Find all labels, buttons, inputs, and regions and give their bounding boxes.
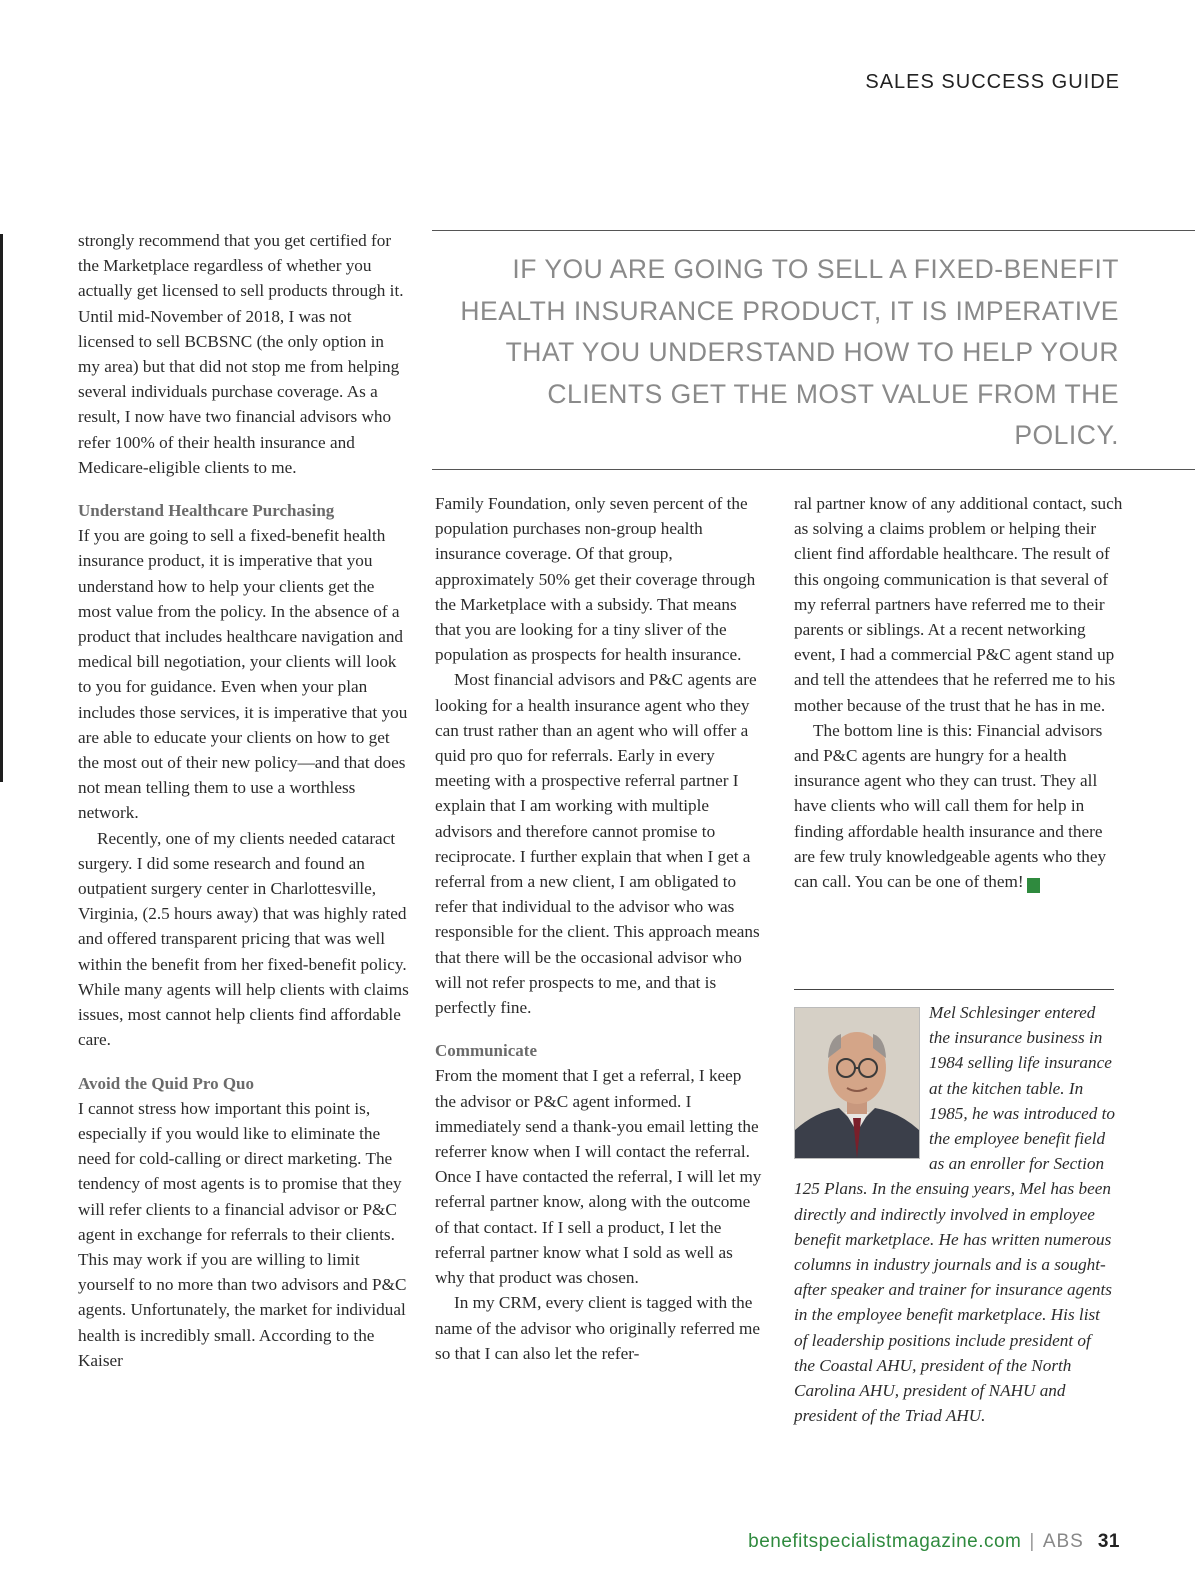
footer-separator: | — [1029, 1531, 1035, 1552]
author-bio — [794, 1000, 1116, 1428]
column-middle — [435, 491, 765, 1366]
publication-name: ABS — [1042, 1531, 1084, 1552]
paragraph: I cannot stress how important this point is, especially if you would like to eliminate the need for cold-calling or direct marketing. The tendency of most agents is to promise that they will refer clients to a financial advisor or P&C agent in exchange for referrals to their clients. This may work if you are willing to limit yourself to no more than two advisors and P&C agents. Unfortunately, the market for individual health is incredibly small. According to the Kaiser — [78, 1098, 407, 1370]
paragraph: Recently, one of my clients needed cataract surgery. I did some research and found an outpatient surgery center in Charlottesville, Virginia, (2.5 hours away) that was highly rated and offered transparent pricing that was well within the benefit from her fixed-benefit policy. While many agents will help clients with claims issues, most cannot help clients find affordable care. — [78, 828, 409, 1050]
paragraph: From the moment that I get a referral, I keep the advisor or P&C agent informed. I immediately send a thank-you email letting the referrer know when I will contact the referral. Once I have contacted the referral, I will let my referral partner know, along with the outcome of that contact. If I sell a product, I let the referral partner know what I sold as well as why that product was chosen. — [435, 1066, 762, 1288]
bio-text: Mel Schlesinger entered the insurance business in 1984 selling life insurance at the kitchen table. In 1985, he was introduced to the employee benefit field as an enroller for Section 125 Plans. In the ensuing years, Mel has been directly and indirectly involved in employee benefit marketplace. He has written numerous columns in industry journals and is a sought-after speaker and trainer for insurance agents in the employee benefit marketplace. His list of leadership positions include president of the Coastal AHU, president of the North Carolina AHU, president of NAHU and president of the Triad AHU. — [794, 1003, 1116, 1426]
section-title: SALES SUCCESS GUIDE — [865, 71, 1120, 93]
paragraph: Most financial advisors and P&C agents are looking for a health insurance agent who they can trust rather than an agent who will offer a quid pro quo for referrals. Early in every meeting with a prospective referral partner I explain that I am working with multiple advisors and therefore cannot promise to reciprocate. I further explain that when I get a referral from a new client, I am obligated to refer that individual to the advisor who was responsible for the client. This approach means that there will be the occasional advisor who will not refer prospects to me, and that is perfectly fine. — [435, 670, 760, 1018]
paragraph: In my CRM, every client is tagged with the name of the advisor who originally referred me so that I can also let the refer- — [435, 1293, 761, 1363]
column-right — [794, 491, 1124, 894]
page-edge-bar — [0, 234, 3, 782]
page-footer — [748, 1531, 1120, 1553]
bio-divider — [794, 989, 1114, 990]
paragraph: ral partner know of any additional contact, such as solving a claims problem or helping their client find affordable healthcare. The result of this ongoing communication is that several of my referral partners have referred me to their parents or siblings. At a recent networking event, I had a commercial P&C agent stand up and tell the attendees that he referred me to his mother because of the trust that he has in me. — [794, 494, 1123, 715]
page-number: 31 — [1097, 1531, 1120, 1552]
paragraph: strongly recommend that you get certified for the Marketplace regardless of whether you actually get licensed to sell products through it. Until mid-November of 2018, I was not licensed to sell BCBSNC (the only option in my area) but that did not stop me from helping several individuals purchase coverage. As a result, I now have two financial advisors who refer 100% of their health insurance and Medicare-eligible clients to me. — [78, 231, 404, 477]
author-photo — [794, 1007, 920, 1159]
subheading-quid-pro-quo: Avoid the Quid Pro Quo — [78, 1073, 255, 1093]
paragraph-text: The bottom line is this: Financial advisors and P&C agents are hungry for a health insurance agent who they can trust. They all have clients who will call them for help in finding affordable health insurance and there are few truly knowledgeable agents who they can call. You can be one of them! — [794, 720, 1107, 892]
subheading-communicate: Communicate — [435, 1041, 537, 1061]
paragraph — [794, 718, 1124, 894]
end-of-article-icon: AB — [1027, 878, 1040, 893]
pull-quote-text: IF YOU ARE GOING TO SELL A FIXED-BENEFIT HEALTH INSURANCE PRODUCT, IT IS IMPERATIVE THAT YOU UNDERSTAND HOW TO HELP YOUR CLIENTS GET THE MOST VALUE FROM THE POLICY. — [460, 254, 1119, 450]
paragraph: Family Foundation, only seven percent of the population purchases non-group health insurance coverage. Of that group, approximately 50% get their coverage through the Marketplace with a subsidy. That means that you are looking for a tiny sliver of the population as prospects for health insurance. — [435, 494, 756, 665]
subheading-healthcare-purchasing: Understand Healthcare Purchasing — [78, 501, 335, 521]
pull-quote — [432, 230, 1195, 470]
column-left — [78, 228, 410, 1373]
paragraph: If you are going to sell a fixed-benefit health insurance product, it is imperative that you understand how to help your clients get the most value from the policy. In the absence of a product that includes healthcare navigation and medical bill negotiation, your clients will look to you for guidance. Even when your plan includes those services, it is imperative that you are able to educate your clients on how to get the most out of their new policy—and that does not mean telling them to use a worthless network. — [78, 526, 408, 823]
website-link[interactable]: benefitspecialistmagazine.com — [748, 1531, 1022, 1552]
